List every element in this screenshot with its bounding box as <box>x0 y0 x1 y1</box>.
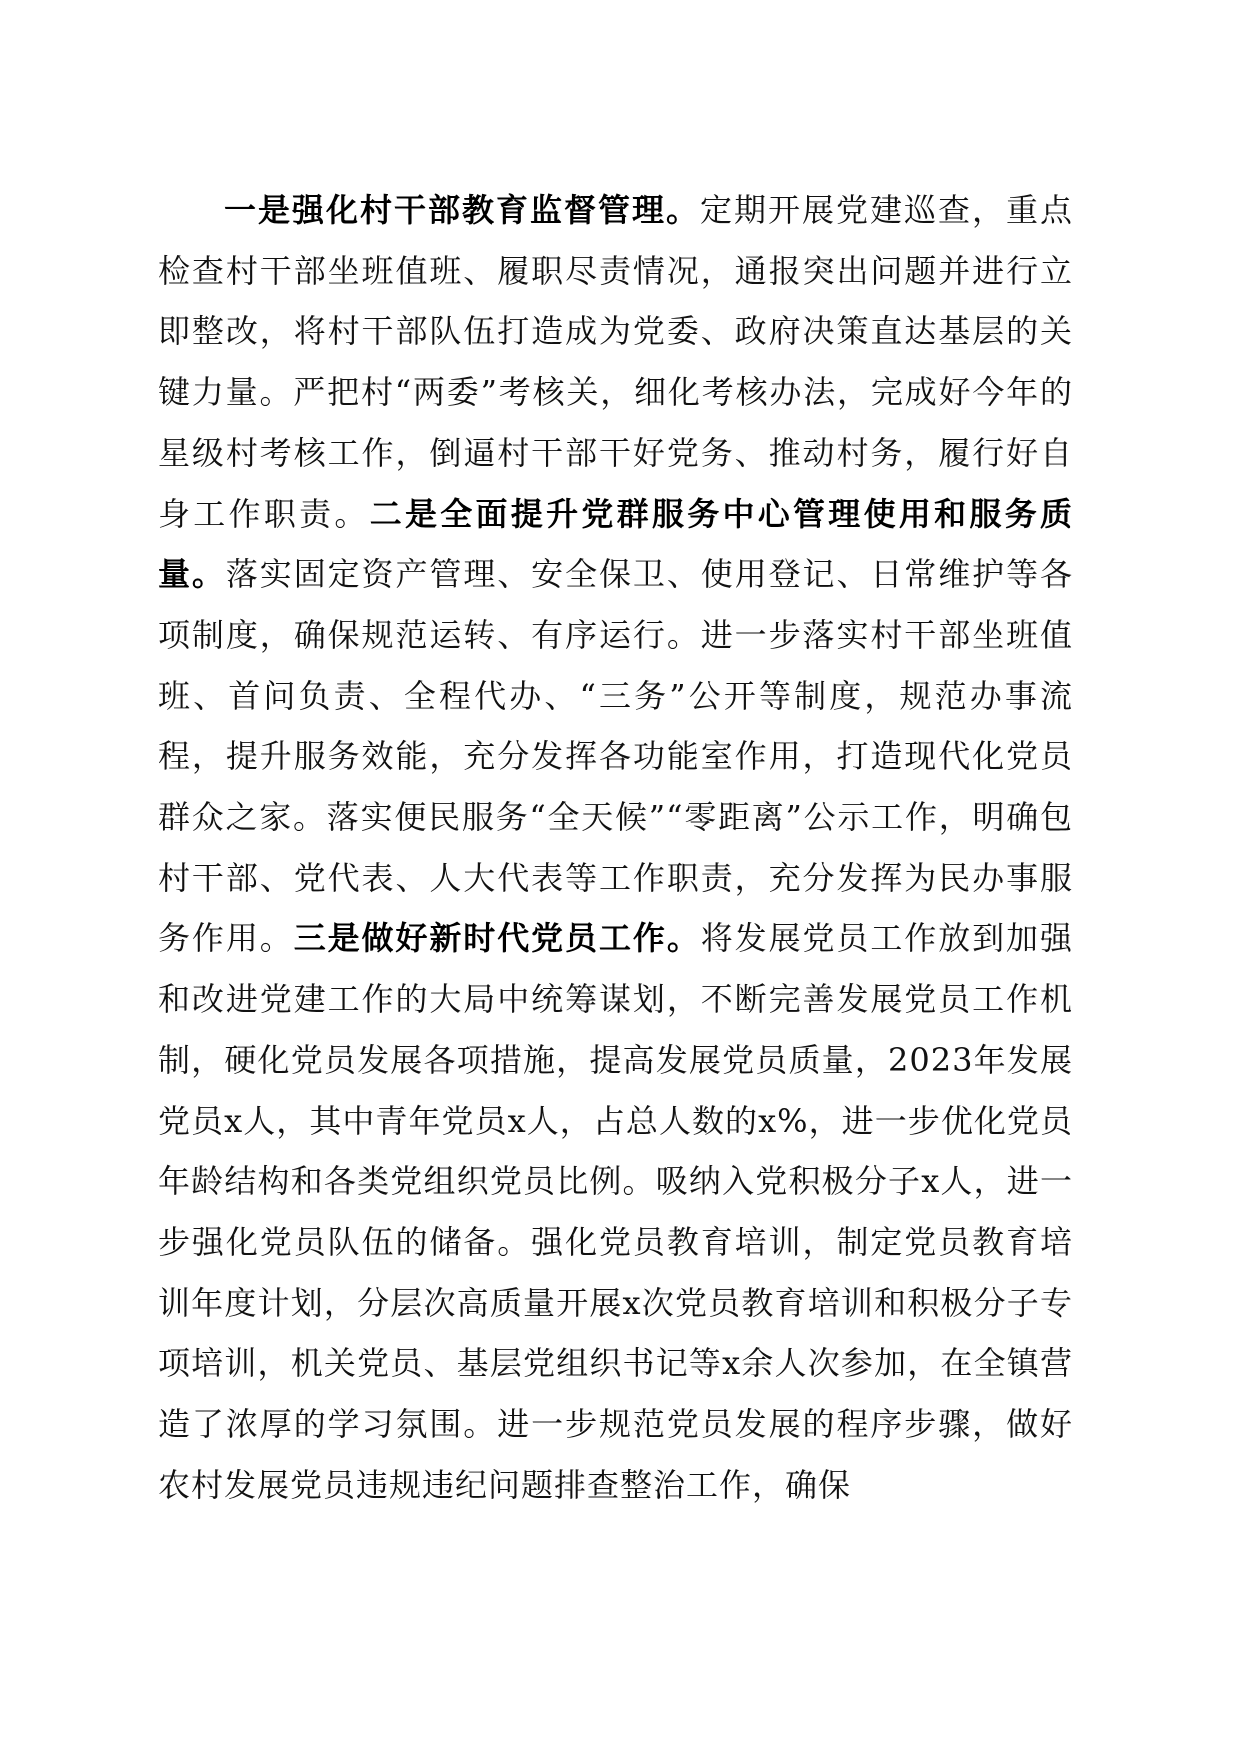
paragraph-text-one: 定期开展党建巡查，重点检查村干部坐班值班、履职尽责情况，通报突出问题并进行立即整改，将村干部队伍打造成为党委、政府决策直达基层的关键力量。严把村“两委”考核关，细化考核办法，完成好今年的星级村考核工作，倒逼村干部干好党务、推动村务，履行好自身工作职责。 <box>158 191 1073 533</box>
heading-two: 二是全面提升党群服务中心管理使用和服务质量。 <box>158 494 1073 594</box>
paragraph-text-two: 落实固定资产管理、安全保卫、使用登记、日常维护等各项制度，确保规范运转、有序运行。进一步落实村干部坐班值班、首问负责、全程代办、“三务”公开等制度，规范办事流程，提升服务效能，充分发挥各功能室作用，打造现代化党员群众之家。落实便民服务“全天候”“零距离”公示工作，明确包村干部、党代表、人大代表等工作职责，充分发挥为民办事服务作用。 <box>158 555 1073 958</box>
body-paragraph <box>158 180 1073 1515</box>
heading-one: 一是强化村干部教育监督管理。 <box>224 191 700 229</box>
paragraph-text-three: 将发展党员工作放到加强和改进党建工作的大局中统筹谋划，不断完善发展党员工作机制，硬化党员发展各项措施，提高发展党员质量，2023年发展党员x人，其中青年党员x人，占总人数的x%，进一步优化党员年龄结构和各类党组织党员比例。吸纳入党积极分子x人，进一步强化党员队伍的储备。强化党员教育培训，制定党员教育培训年度计划，分层次高质量开展x次党员教育培训和积极分子专项培训，机关党员、基层党组织书记等x余人次参加，在全镇营造了浓厚的学习氛围。进一步规范党员发展的程序步骤，做好农村发展党员违规违纪问题排查整治工作，确保 <box>158 919 1073 1504</box>
heading-three: 三是做好新时代党员工作。 <box>293 919 701 958</box>
